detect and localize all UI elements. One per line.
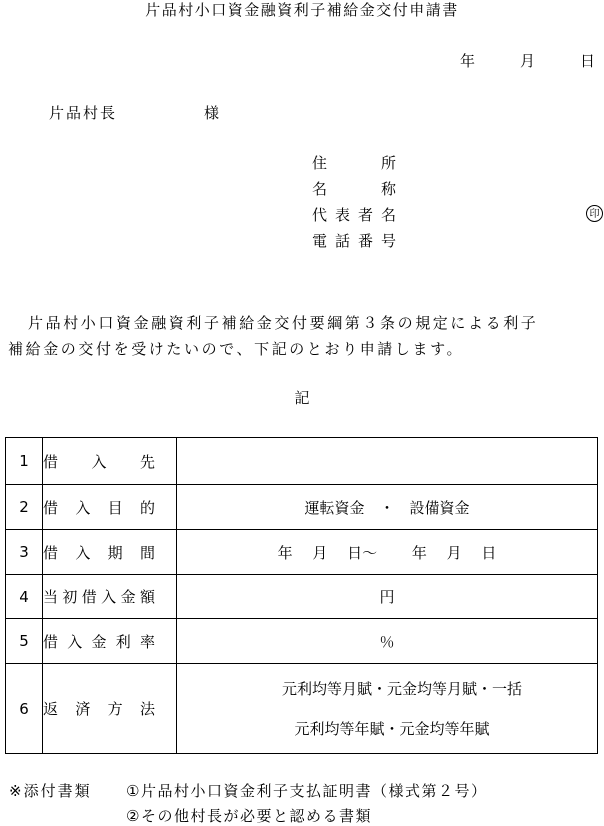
label-char: 号 [380, 232, 396, 250]
repayment-options-line2: 元利均等年賦・元金均等年賦 [294, 719, 490, 738]
application-details-table [5, 437, 598, 754]
label-char: 入 [75, 543, 91, 562]
applicant-address-label [312, 153, 396, 173]
row-value[interactable] [177, 664, 598, 754]
label-char: 法 [139, 700, 155, 718]
body-text-line2: 補給金の交付を受けたいので、下記のとおり申請します。 [8, 340, 465, 358]
addressee-honorific: 様 [204, 104, 220, 122]
label-char: 代 [312, 206, 328, 224]
table-row [6, 438, 598, 485]
date-year: 年 [460, 52, 476, 70]
label-char: 入 [75, 498, 91, 517]
seal-mark: 印 [586, 205, 603, 222]
label-char: 期 [107, 543, 123, 562]
row-number: 5 [6, 619, 43, 664]
row-label [43, 575, 177, 619]
label-char: 利 [115, 632, 131, 651]
row-label [43, 664, 177, 754]
label-char: 入 [67, 632, 83, 651]
applicant-phone-label [312, 231, 396, 251]
row-number: 6 [6, 664, 43, 754]
label-char: 率 [139, 632, 155, 651]
label-char: 金 [120, 588, 136, 606]
row-value[interactable]: 運転資金 ・ 設備資金 [177, 485, 598, 530]
label-char: 名 [380, 206, 396, 224]
label-char: 電 [312, 232, 328, 250]
ki-heading: 記 [294, 389, 310, 407]
row-number: 2 [6, 485, 43, 530]
row-number: 3 [6, 530, 43, 575]
label-char: 目 [107, 498, 123, 517]
table-row [6, 619, 598, 664]
row-number: 1 [6, 438, 43, 485]
label-char: 番 [357, 232, 373, 250]
body-text-line1: 片品村小口資金融資利子補給金交付要綱第３条の規定による利子 [28, 314, 539, 332]
row-number: 4 [6, 575, 43, 619]
label-char: 入 [101, 588, 117, 606]
label-char: 名 [312, 180, 328, 198]
label-char: 的 [139, 498, 155, 517]
row-label [43, 619, 177, 664]
row-value[interactable]: 年 月 日～ 年 月 日 [177, 530, 598, 575]
attachment-item-1: ①片品村小口資金利子支払証明書（様式第２号） [126, 782, 488, 800]
applicant-name-label [312, 179, 396, 199]
label-char: 入 [91, 452, 107, 471]
label-char: 額 [139, 588, 155, 606]
date-line [460, 51, 595, 71]
label-char: 借 [43, 498, 59, 517]
table-row [6, 530, 598, 575]
label-char: 方 [107, 700, 123, 718]
table-row [6, 664, 598, 754]
label-char: 済 [75, 700, 91, 718]
table-row [6, 485, 598, 530]
date-day: 日 [579, 52, 595, 70]
row-value[interactable]: ％ [177, 619, 598, 664]
addressee-name: 片品村長 [49, 104, 118, 122]
row-label [43, 530, 177, 575]
label-char: 返 [43, 700, 59, 718]
label-char: 金 [91, 632, 107, 651]
label-char: 住 [312, 154, 328, 172]
row-label [43, 485, 177, 530]
row-label [43, 438, 177, 485]
label-char: 借 [43, 543, 59, 562]
label-char: 当 [43, 588, 59, 606]
document-title: 片品村小口資金融資利子補給金交付申請書 [145, 1, 459, 19]
row-value[interactable] [177, 438, 598, 485]
label-char: 話 [334, 232, 350, 250]
attachment-item-2: ②その他村長が必要と認める書類 [126, 807, 372, 825]
table-row [6, 575, 598, 619]
date-month: 月 [519, 52, 535, 70]
label-char: 表 [334, 206, 350, 224]
label-char: 借 [43, 632, 59, 651]
label-char: 者 [357, 206, 373, 224]
row-value[interactable]: 円 [177, 575, 598, 619]
label-char: 借 [43, 452, 59, 471]
label-char: 間 [139, 543, 155, 562]
repayment-options-line1: 元利均等月賦・元金均等月賦・一括 [281, 679, 522, 698]
label-char: 所 [380, 154, 396, 172]
applicant-representative-label [312, 205, 396, 225]
label-char: 借 [81, 588, 97, 606]
label-char: 初 [62, 588, 78, 606]
label-char: 称 [380, 180, 396, 198]
attachments-label: ※添付書類 [9, 782, 92, 800]
label-char: 先 [139, 452, 155, 471]
